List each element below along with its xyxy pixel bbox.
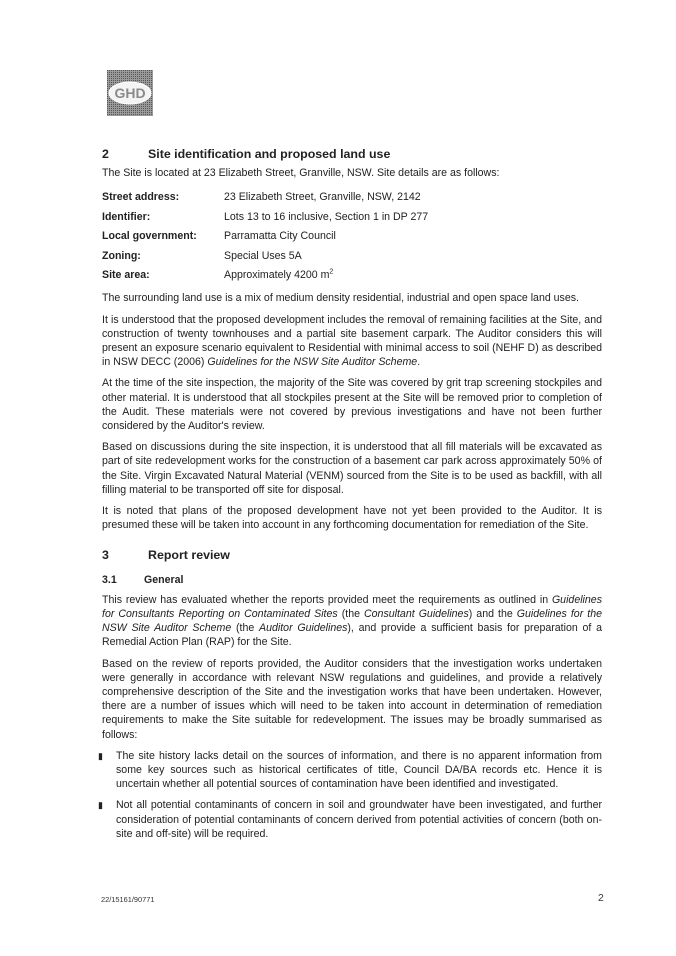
issues-list (98, 749, 602, 841)
section-2-title: Site identification and proposed land use (148, 147, 391, 161)
section-3-heading (102, 548, 602, 562)
page-number: 2 (598, 893, 604, 904)
document-reference: 22/15161/90771 (101, 895, 155, 904)
section-2-number: 2 (102, 147, 109, 161)
review-findings-paragraph: Based on the review of reports provided, the Auditor considers that the investigation works undertaken were generally in accordance with relevant NSW regulations and guidelines, and provide a relatively comprehensive description of the Site and the investigation works that have been undertaken. However, there are a number of issues which will need to be taken into account in determination of remediation requirements to make the Site suitable for redevelopment. The issues may be broadly summarised as follows: (102, 657, 602, 741)
logo-text: GHD (114, 85, 146, 101)
site-area-unit-sup: 2 (329, 268, 334, 276)
list-item: ▮ Not all potential contaminants of concern in soil and groundwater have been investigated, and further consideration of potential contaminants of concern derived from potential activities of concern (both on-site and off-site) will be required. (98, 799, 602, 840)
section-3-1-title: General (144, 573, 184, 586)
bullet-icon: ▮ (98, 750, 103, 761)
section-2-intro: The Site is located at 23 Elizabeth Street, Granville, NSW. Site details are as follows: (102, 167, 500, 180)
section-3-1-number: 3.1 (102, 573, 117, 586)
detail-row-street: Street address: 23 Elizabeth Street, Granville, NSW, 2142 (102, 191, 421, 204)
detail-row-identifier: Identifier: Lots 13 to 16 inclusive, Section 1 in DP 277 (102, 210, 429, 223)
surrounding-land-use-paragraph: The surrounding land use is a mix of medium density residential, industrial and open space land uses. (102, 292, 579, 305)
site-details-table (102, 187, 428, 285)
excavation-paragraph: Based on discussions during the site inspection, it is understood that all fill materials will be excavated as part of site redevelopment works for the construction of a basement car park across approximately 50% of the Site. Virgin Excavated Natural Material (VENM) sourced from the Site is to be used as backfill, with all filling material to be transported off site for disposal. (102, 441, 602, 496)
plans-paragraph: It is noted that plans of the proposed development have not yet been provided to the Auditor. It is presumed these will be taken into account in any forthcoming documentation for remediation of the Site. (102, 505, 602, 532)
proposed-development-paragraph: It is understood that the proposed development includes the removal of remaining facilities at the Site, and construction of twenty townhouses and a partial site basement carpark. The Auditor considers this will present an exposure scenario equivalent to Residential with minimal access to soil (NEHF D) as described in NSW DECC (2006) Guidelines for the NSW Site Auditor Scheme. (102, 313, 602, 369)
detail-row-local-government: Local government: Parramatta City Council (102, 230, 336, 243)
review-scope-paragraph: This review has evaluated whether the reports provided meet the requirements as outlined in Guidelines for Consultants Reporting on Contaminated Sites (the Consultant Guidelines) and the Guidelines for the NSW Site Auditor Scheme (the Auditor Guidelines), and provide a sufficient basis for preparation of a Remedial Action Plan (RAP) for the Site. (102, 593, 602, 649)
list-item: ▮ The site history lacks detail on the sources of information, and there is no apparent information from some key sources such as historical certificates of title, Council DA/BA records etc. Hence it is uncertain whether all potential sources of contamination have been identified and investigated. (98, 749, 602, 791)
ghd-logo (107, 70, 153, 116)
section-2-heading (102, 147, 602, 161)
detail-row-zoning: Zoning: Special Uses 5A (102, 249, 302, 262)
site-area-value: Approximately 4200 m (224, 269, 330, 282)
bullet-icon: ▮ (98, 800, 103, 811)
detail-row-site-area: Site area: Approximately 4200 $m^2$ (102, 268, 334, 282)
section-3-title: Report review (148, 548, 230, 563)
section-3-number: 3 (102, 548, 109, 563)
section-3-1-heading (102, 573, 602, 587)
site-inspection-paragraph: At the time of the site inspection, the majority of the Site was covered by grit trap screening stockpiles and other material. It is understood that all stockpiles present at the Site will be removed prior to completion of the Audit. These materials were not covered by previous investigations and have not been further considered by the Auditor's review. (102, 377, 602, 432)
document-body (98, 147, 602, 848)
